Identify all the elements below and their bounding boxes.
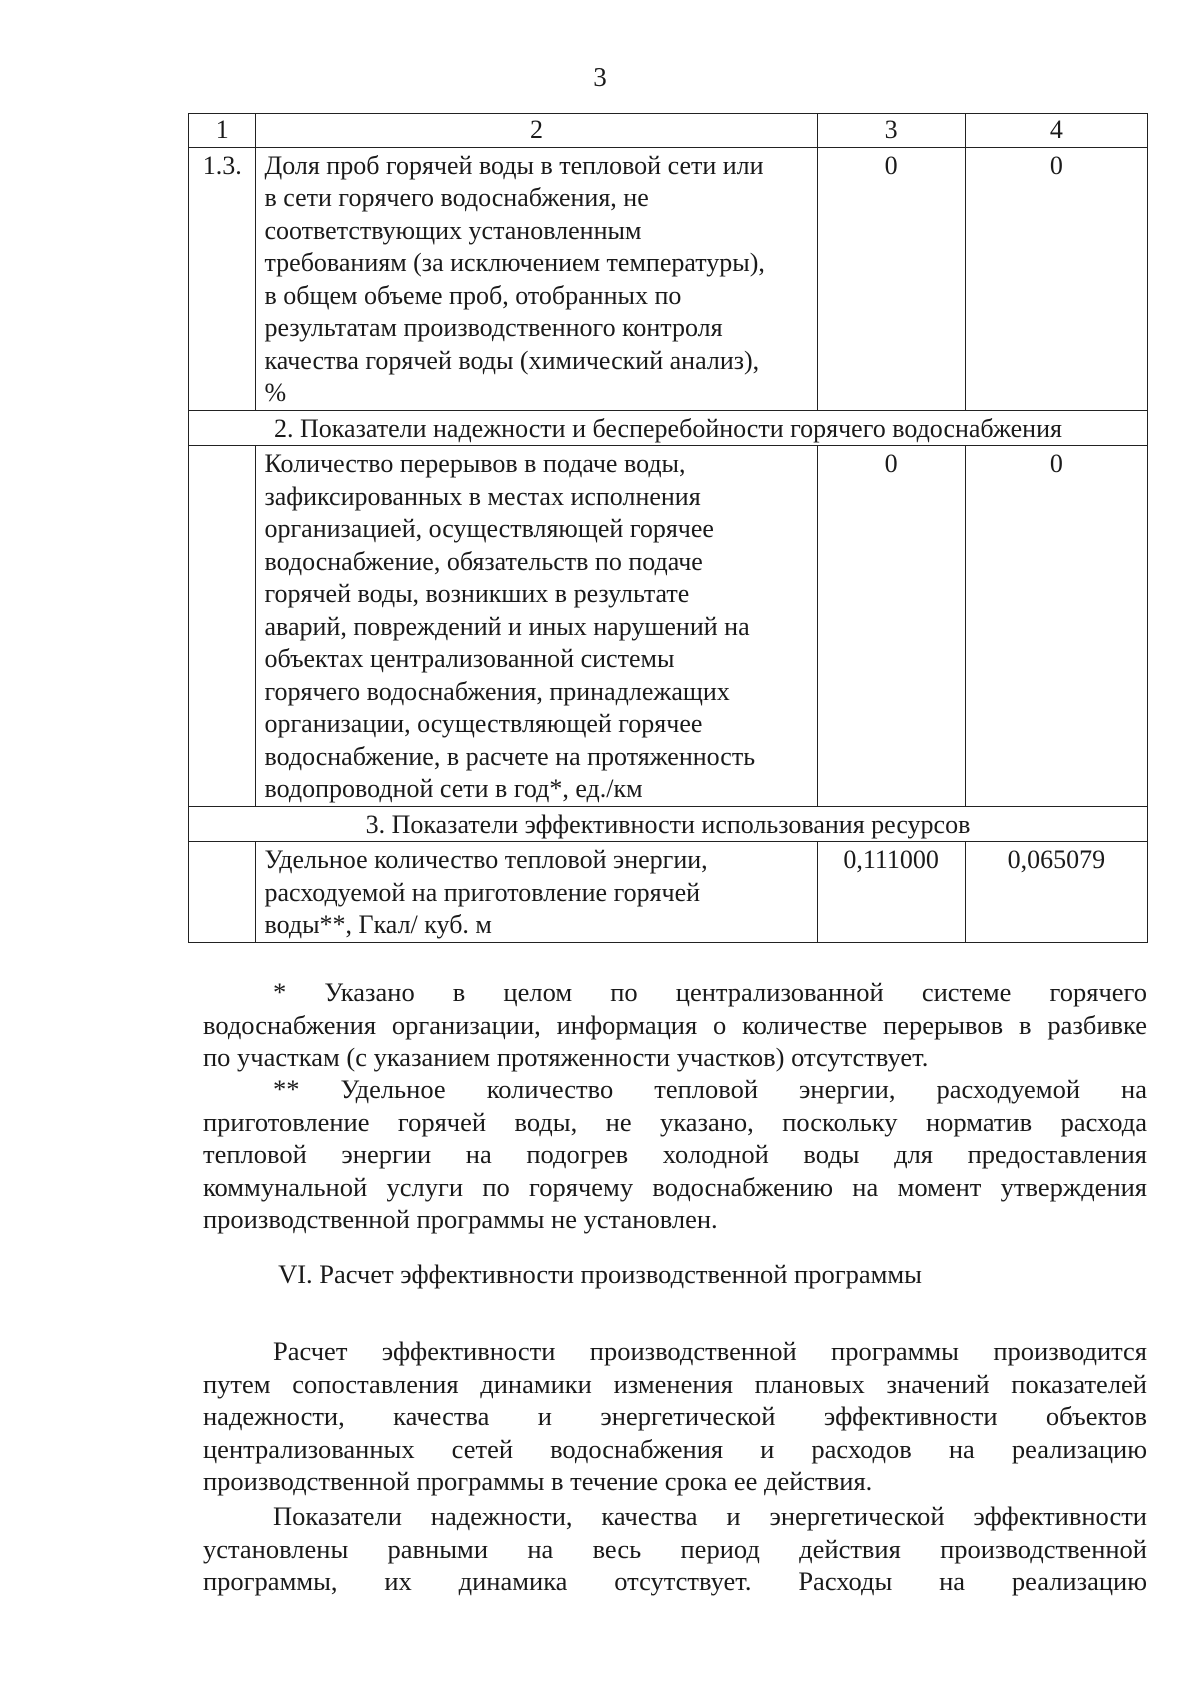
indicator-name-line: водоснабжение, обязательств по подаче xyxy=(264,546,703,576)
paragraph-line: производственной программы в течение срока ее действия. xyxy=(203,1466,873,1496)
indicator-name-line: горячего водоснабжения, принадлежащих xyxy=(264,676,730,706)
table-header-row xyxy=(189,114,1148,148)
indicator-name-line: Доля проб горячей воды в тепловой сети или xyxy=(264,150,764,180)
paragraph-line: программы, их динамика отсутствует. Расходы на реализацию xyxy=(203,1566,1147,1596)
footnote-line: * Указано в целом по централизованной системе горячего xyxy=(273,977,1147,1007)
indicator-name-line: требованиям (за исключением температуры), xyxy=(264,248,765,277)
header-cell: 3 xyxy=(817,114,965,148)
footnote-line: водоснабжения организации, информация о количестве перерывов в разбивке xyxy=(203,1009,1147,1040)
row-number xyxy=(189,446,256,807)
table-row xyxy=(189,147,1148,410)
section-title: 3. Показатели эффективности использования ресурсов xyxy=(189,806,1148,842)
section-row xyxy=(189,806,1148,842)
value-col4: 0 xyxy=(965,147,1147,410)
footnote-2 xyxy=(203,1073,1147,1236)
indicator-name-line: аварий, повреждений и иных нарушений на xyxy=(264,611,750,641)
page-number: 3 xyxy=(593,62,607,92)
value-col4: 0 xyxy=(965,446,1147,807)
indicator-name-line: организацией, осуществляющей горячее xyxy=(264,514,714,543)
indicator-name-line: Удельное количество тепловой энергии, xyxy=(264,845,708,874)
indicator-name xyxy=(256,147,817,410)
footnote-line: тепловой энергии на подогрев холодной воды для предоставления xyxy=(203,1139,1147,1169)
indicator-name xyxy=(256,446,817,807)
footnote-line: производственной программы не установлен. xyxy=(203,1204,718,1234)
footnote-line: по участкам (с указанием протяженности участков) отсутствует. xyxy=(203,1042,929,1072)
paragraph-1 xyxy=(203,1335,1147,1498)
row-number xyxy=(189,842,256,943)
value-col4: 0,065079 xyxy=(965,842,1147,943)
section-heading: VI. Расчет эффективности производственной программы xyxy=(278,1259,922,1289)
section-title: 2. Показатели надежности и бесперебойности горячего водоснабжения xyxy=(189,410,1148,446)
indicator-name-line: результатам производственного контроля xyxy=(264,313,723,342)
footnote-1 xyxy=(203,976,1147,1074)
section-row xyxy=(189,410,1148,446)
paragraph-line: централизованных сетей водоснабжения и расходов на реализацию xyxy=(203,1433,1147,1464)
paragraph-line: надежности, качества и энергетической эффективности объектов xyxy=(203,1401,1147,1431)
value-col3: 0 xyxy=(817,446,965,807)
value-col3: 0 xyxy=(817,147,965,410)
indicator-name-line: в сети горячего водоснабжения, не xyxy=(264,183,649,212)
indicator-name-line: горячей воды, возникших в результате xyxy=(264,579,690,608)
indicator-name-line: качества горячей воды (химический анализ), xyxy=(264,345,760,375)
indicator-name-line: расходуемой на приготовление горячей xyxy=(264,877,701,907)
table-row xyxy=(189,446,1148,807)
paragraph-line: Расчет эффективности производственной программы производится xyxy=(273,1336,1147,1366)
table-row xyxy=(189,842,1148,943)
value-col3: 0,111000 xyxy=(817,842,965,943)
footnote-line: коммунальной услуги по горячему водоснабжению на момент утверждения xyxy=(203,1171,1147,1202)
footnote-line: приготовление горячей воды, не указано, поскольку норматив расхода xyxy=(203,1106,1147,1137)
indicator-name-line: объектах централизованной системы xyxy=(264,644,675,673)
paragraph-line: путем сопоставления динамики изменения плановых значений показателей xyxy=(203,1368,1147,1399)
indicator-name-line: Количество перерывов в подаче воды, xyxy=(264,449,686,478)
paragraph-line: Показатели надежности, качества и энергетической эффективности xyxy=(273,1501,1147,1531)
paragraph-2 xyxy=(203,1500,1147,1598)
paragraph-line: установлены равными на весь период действия производственной xyxy=(203,1533,1147,1564)
indicator-name-line: % xyxy=(264,378,287,407)
indicator-name-line: соответствующих установленным xyxy=(264,215,642,245)
header-cell: 2 xyxy=(256,114,817,148)
header-cell: 1 xyxy=(189,114,256,148)
indicator-name-line: в общем объеме проб, отобранных по xyxy=(264,280,682,310)
indicator-name-line: организации, осуществляющей горячее xyxy=(264,709,703,738)
header-cell: 4 xyxy=(965,114,1147,148)
footnote-line: ** Удельное количество тепловой энергии, расходуемой на xyxy=(273,1074,1147,1104)
indicator-name xyxy=(256,842,817,943)
indicator-name-line: зафиксированных в местах исполнения xyxy=(264,481,701,511)
indicator-name-line: водоснабжение, в расчете на протяженность xyxy=(264,741,756,771)
row-number: 1.3. xyxy=(189,147,256,410)
indicator-name-line: воды**, Гкал/ куб. м xyxy=(264,910,492,939)
indicators-table xyxy=(188,113,1148,943)
indicator-name-line: водопроводной сети в год*, ед./км xyxy=(264,774,643,803)
